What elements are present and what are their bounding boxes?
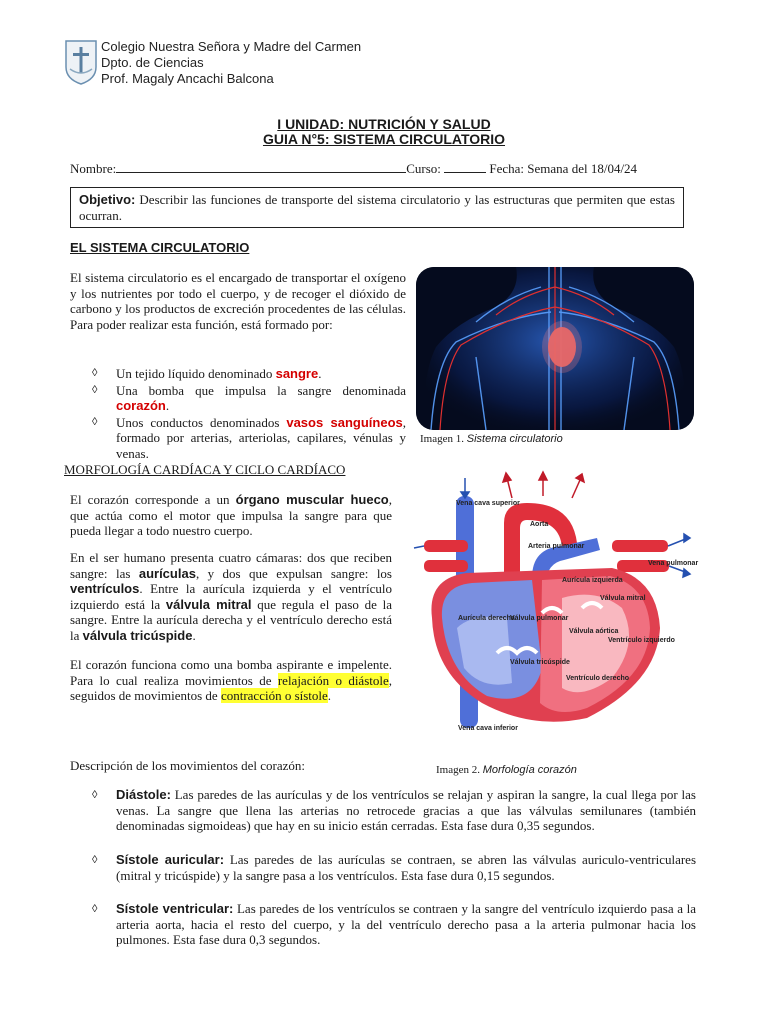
course-label: Curso:: [406, 161, 441, 176]
label-ventriculo-derecho: Ventrículo derecho: [566, 675, 630, 682]
image1-caption: Imagen 1. Sistema circulatorio: [420, 433, 563, 445]
department: Dpto. de Ciencias: [101, 55, 204, 70]
objective-text: Describir las funciones de transporte del sistema circulatorio y las estructuras que permiten que estas ocurran.: [79, 192, 675, 223]
student-form-line: [70, 160, 637, 177]
component-list: [92, 366, 406, 461]
objective-label: Objetivo:: [79, 192, 136, 207]
guide-title: GUIA N°5: SISTEMA CIRCULATORIO: [262, 131, 506, 147]
list-item: ◊ Una bomba que impulsa la sangre denominada corazón.: [92, 382, 406, 413]
circulatory-system-image: [416, 267, 694, 430]
unit-title: I UNIDAD: NUTRICIÓN Y SALUD: [277, 116, 491, 132]
heart-paragraph-1: El corazón corresponde a un órgano muscular hueco, que actúa como el motor que impulsa la sangre para que pueda llegar a todo nuestro cuerpo.: [70, 492, 392, 538]
label-auricula-izquierda: Aurícula izquierda: [562, 577, 623, 584]
movement-diastole: ◊ Diástole: Las paredes de las aurículas y de los ventrículos se relajan y aspiran la sangre, la cual llega por las venas. La sangre que llena las arterias no retrocede gracias a que las válvulas semilunares (también denominadas sigmoideas) que hay en su inicio están cerradas. Esta fase dura 0,35 segundos.: [92, 787, 696, 833]
name-label: Nombre:: [70, 161, 117, 176]
diamond-bullet-icon: ◊: [92, 367, 98, 379]
heart-morphology-diagram: [412, 468, 700, 740]
diamond-bullet-icon: ◊: [92, 383, 98, 396]
image2-caption: Imagen 2. Morfología corazón: [436, 764, 577, 776]
course-field[interactable]: [444, 160, 486, 173]
label-vena-cava-inferior: Vena cava inferior: [458, 725, 518, 732]
diamond-bullet-icon: ◊: [92, 789, 98, 801]
label-valvula-aortica: Válvula aórtica: [569, 628, 619, 635]
label-ventriculo-izquierdo: Ventrículo izquierdo: [608, 637, 675, 644]
diamond-bullet-icon: ◊: [92, 854, 98, 866]
heart-paragraph-3: El corazón funciona como una bomba aspirante e impelente. Para lo cual realiza movimientos de relajación o diástole, seguidos de movimientos de contracción o sístole.: [70, 657, 392, 703]
name-field[interactable]: [116, 160, 406, 173]
label-vena-pulmonar: Vena pulmonar: [648, 560, 699, 567]
label-aorta: Aorta: [530, 521, 549, 528]
movement-ventricular-systole: ◊ Sístole ventricular: Las paredes de los ventrículos se contraen y la sangre del ventrículo izquierdo pasa a la arteria aorta, hacia el resto del cuerpo, y la del ventrículo derecho pasa a la arteria pulmonar hacia los pulmones. Esta fase dura 0,3 segundos.: [92, 901, 696, 947]
diamond-bullet-icon: ◊: [92, 903, 98, 915]
movements-intro: Descripción de los movimientos del corazón:: [70, 758, 306, 773]
section-heading-morphology: MORFOLOGÍA CARDÍACA Y CICLO CARDÍACO: [64, 462, 346, 477]
school-name: Colegio Nuestra Señora y Madre del Carmen: [101, 39, 362, 54]
label-arteria-pulmonar: Arteria pulmonar: [528, 543, 585, 550]
label-valvula-mitral: Válvula mitral: [600, 595, 646, 602]
intro-paragraph: El sistema circulatorio es el encargado de transportar el oxígeno y los nutrientes por todo el cuerpo, y de recoger el dióxido de carbono y los productos de excreción procedentes de las células. Para poder realizar esta función, está formado por:: [70, 270, 406, 332]
list-item: ◊ Un tejido líquido denominado sangre.: [92, 366, 322, 381]
label-auricula-derecha: Aurícula derecha: [458, 615, 515, 622]
date-label: Fecha: Semana del 18/04/24: [489, 161, 638, 176]
list-item: ◊ Unos conductos denominados vasos sanguíneos, formado por arterias, arteriolas, capilares, vénulas y venas.: [92, 414, 407, 461]
section-heading-circulatory: EL SISTEMA CIRCULATORIO: [70, 240, 250, 255]
movement-atrial-systole: ◊ Sístole auricular: Las paredes de las aurículas se contraen, se abren las válvulas auriculo-ventriculares (mitral y tricúspide) y la sangre pasa a los ventrículos. Esta fase dura 0,15 segundos.: [92, 852, 696, 883]
label-vena-cava-superior: Vena cava superior: [456, 500, 520, 507]
teacher-name: Prof. Magaly Ancachi Balcona: [101, 71, 274, 86]
heart-paragraph-2: En el ser humano presenta cuatro cámaras: dos que reciben sangre: las aurículas, y dos que expulsan sangre: los ventrículos. Entre la aurícula izquierda y el ventrículo izquierdo está la válvula mitral que regula el paso de la sangre. Entre la aurícula derecha y el ventrículo derecho está la válvula tricúspide.: [70, 550, 392, 643]
school-logo: [64, 39, 98, 85]
diamond-bullet-icon: ◊: [92, 415, 98, 428]
objective-box: [70, 187, 684, 228]
label-valvula-pulmonar: Válvula pulmonar: [510, 615, 569, 622]
label-valvula-tricuspide: Válvula tricúspide: [510, 659, 570, 666]
